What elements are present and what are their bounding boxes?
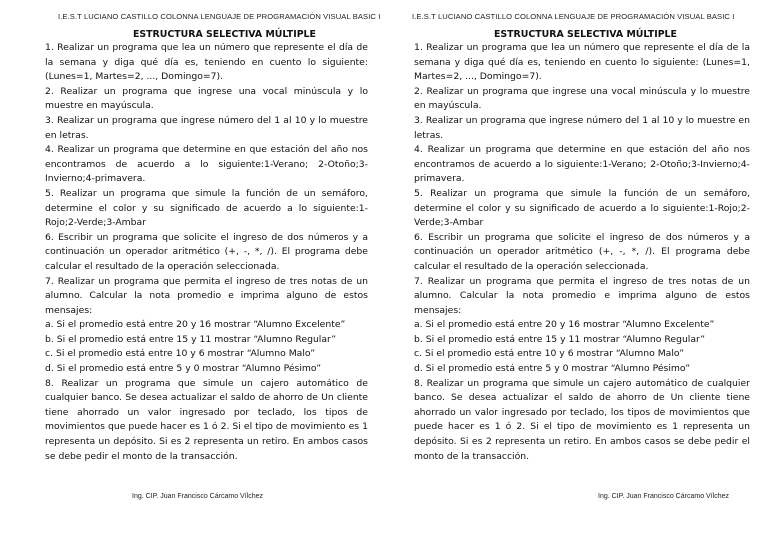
exercise-7c: c. Si el promedio está entre 10 y 6 mostrar “Alumno Malo” bbox=[414, 348, 685, 360]
exercise-3: 3. Realizar un programa que ingrese número del 1 al 10 y lo muestre en letras. bbox=[414, 114, 750, 141]
exercise-5: 5. Realizar un programa que simule la función de un semáforo, determine el color y su significado de acuerdo a lo siguiente:1-Rojo;2-Verde;3-Ambar bbox=[45, 187, 368, 229]
page-footer: Ing. CIP. Juan Francisco Cárcamo Vílchez bbox=[132, 493, 263, 500]
exercise-7b: b. Si el promedio está entre 15 y 11 mostrar “Alumno Regular” bbox=[414, 333, 706, 345]
exercise-7c: c. Si el promedio está entre 10 y 6 mostrar “Alumno Malo” bbox=[45, 348, 316, 360]
exercise-4: 4. Realizar un programa que determine en que estación del año nos encontramos de acuerdo a lo siguiente:1-Verano; 2-Otoño;3-Invierno;4-primavera. bbox=[414, 144, 750, 185]
exercise-7d: d. Si el promedio está entre 5 y 0 mostrar “Alumno Pésimo” bbox=[414, 363, 691, 375]
exercise-8: 8. Realizar un programa que simule un cajero automático de cualquier banco. Se desea actualizar el saldo de ahorro de Un cliente tiene ahorrado un valor ingresado por teclado, los tipos de movimientos que puede hacer es 1 ó 2. Si el tipo de movimiento es 1 representa un depósito. Si es 2 representa un retiro. En ambos casos se debe pedir el monto de la transacción. bbox=[45, 377, 368, 462]
exercise-4: 4. Realizar un programa que determine en que estación del año nos encontramos de acuerdo a lo siguiente:1-Verano; 2-Otoño;3-Invierno;4-primavera. bbox=[45, 144, 368, 185]
exercise-3: 3. Realizar un programa que ingrese número del 1 al 10 y lo muestre en letras. bbox=[45, 114, 368, 141]
exercise-5: 5. Realizar un programa que simule la función de un semáforo, determine el color y su significado de acuerdo a lo siguiente:1-Rojo;2-Verde;3-Ambar bbox=[414, 187, 750, 229]
exercise-7d: d. Si el promedio está entre 5 y 0 mostrar “Alumno Pésimo” bbox=[45, 363, 322, 375]
exercise-7a: a. Si el promedio está entre 20 y 16 mostrar “Alumno Excelente” bbox=[45, 319, 346, 331]
exercise-6: 6. Escribir un programa que solicite el ingreso de dos números y a continuación un operador aritmético (+, -, *, /). El programa debe calcular el resultado de la operación seleccionada. bbox=[414, 231, 750, 272]
exercise-8: 8. Realizar un programa que simule un cajero automático de cualquier banco. Se desea actualizar el saldo de ahorro de Un cliente tiene ahorrado un valor ingresado por teclado, los tipos de movimientos que puede hacer es 1 ó 2. Si el tipo de movimiento es 1 representa un depósito. Si es 2 representa un retiro. En ambos casos se debe pedir el monto de la transacción. bbox=[414, 377, 750, 462]
page-header: I.E.S.T LUCIANO CASTILLO COLONNA LENGUAJE DE PROGRAMACIÓN VISUAL BASIC I bbox=[412, 12, 735, 21]
exercise-2: 2. Realizar un programa que ingrese una vocal minúscula y lo muestre en mayúscula. bbox=[45, 85, 368, 112]
exercise-1: 1. Realizar un programa que lea un número que represente el día de la semana y diga qué día es, teniendo en cuento lo siguiente: (Lunes=1, Martes=2, ..., Domingo=7). bbox=[45, 42, 368, 83]
exercise-7a: a. Si el promedio está entre 20 y 16 mostrar “Alumno Excelente” bbox=[414, 319, 715, 331]
page-title: ESTRUCTURA SELECTIVA MÚLTIPLE bbox=[133, 29, 316, 40]
exercise-7: 7. Realizar un programa que permita el ingreso de tres notas de un alumno. Calcular la nota promedio e imprima alguno de estos mensajes: bbox=[45, 275, 368, 316]
exercise-7b: b. Si el promedio está entre 15 y 11 mostrar “Alumno Regular” bbox=[45, 333, 337, 345]
exercise-list bbox=[45, 41, 368, 464]
exercise-6: 6. Escribir un programa que solicite el ingreso de dos números y a continuación un operador aritmético (+, -, *, /). El programa debe calcular el resultado de la operación seleccionada. bbox=[45, 231, 368, 272]
exercise-1: 1. Realizar un programa que lea un número que represente el día de la semana y diga qué día es, teniendo en cuento lo siguiente: (Lunes=1, Martes=2, ..., Domingo=7). bbox=[414, 42, 750, 83]
page-header: I.E.S.T LUCIANO CASTILLO COLONNA LENGUAJE DE PROGRAMACIÓN VISUAL BASIC I bbox=[58, 12, 381, 21]
exercise-list bbox=[414, 41, 750, 464]
exercise-2: 2. Realizar un programa que ingrese una vocal minúscula y lo muestre en mayúscula. bbox=[414, 85, 750, 112]
page-title: ESTRUCTURA SELECTIVA MÚLTIPLE bbox=[494, 29, 677, 40]
exercise-7: 7. Realizar un programa que permita el ingreso de tres notas de un alumno. Calcular la nota promedio e imprima alguno de estos mensajes: bbox=[414, 275, 750, 316]
page-right bbox=[384, 0, 768, 543]
page-footer: Ing. CIP. Juan Francisco Cárcamo Vílchez bbox=[598, 493, 729, 500]
